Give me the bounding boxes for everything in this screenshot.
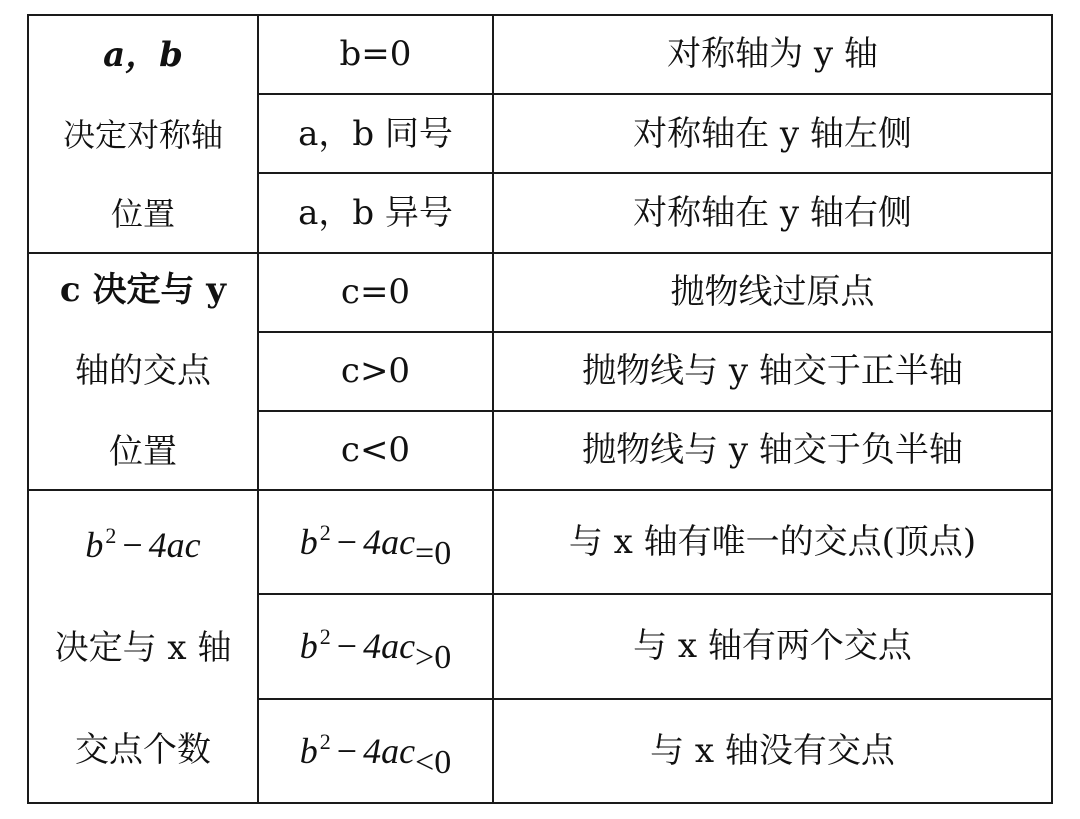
- result-cell: 对称轴为 y 轴: [493, 15, 1052, 94]
- group-label-line: 轴的交点: [75, 351, 211, 392]
- group-label-line: 决定对称轴: [62, 116, 223, 155]
- result-cell: 抛物线与 y 轴交于负半轴: [493, 411, 1052, 490]
- discriminant-condition: $b^2 - 4ac<0$: [299, 728, 452, 781]
- condition-cell: a，b 异号: [258, 173, 493, 252]
- table-row: [28, 15, 1052, 94]
- result-cell: 对称轴在 y 轴右侧: [493, 173, 1052, 252]
- group-label-line: 交点个数: [75, 730, 211, 771]
- result-cell: 与 x 轴有两个交点: [493, 594, 1052, 698]
- group-label: [29, 269, 257, 474]
- discriminant-formula: $b^2 - 4ac$: [85, 522, 201, 565]
- condition-cell: [258, 490, 493, 594]
- group-label-cell: [28, 15, 258, 253]
- condition-cell: b=0: [258, 15, 493, 94]
- condition-cell: c>0: [258, 332, 493, 411]
- group-label: [29, 522, 257, 772]
- quadratic-coefficients-table: [27, 14, 1053, 804]
- table-row: [28, 253, 1052, 332]
- result-cell: 抛物线与 y 轴交于正半轴: [493, 332, 1052, 411]
- result-cell: 与 x 轴有唯一的交点(顶点): [493, 490, 1052, 594]
- discriminant-condition: $b^2 - 4ac>0$: [299, 624, 452, 677]
- table-row: [28, 490, 1052, 594]
- table-container: [27, 14, 1051, 804]
- condition-cell: [258, 699, 493, 803]
- group-label-line: a，b: [103, 34, 183, 75]
- discriminant-condition: $b^2 - 4ac=0$: [299, 520, 452, 572]
- condition-cell: c<0: [258, 411, 493, 490]
- group-label-line: 决定与 x 轴: [54, 628, 232, 669]
- group-label-cell: [28, 253, 258, 491]
- group-label-cell: [28, 490, 258, 803]
- group-label-line: 位置: [109, 432, 177, 473]
- group-label-line: c 决定与 y: [59, 269, 227, 310]
- result-cell: 与 x 轴没有交点: [493, 699, 1052, 803]
- condition-cell: [258, 594, 493, 698]
- condition-cell: c=0: [258, 253, 493, 332]
- group-label: [29, 34, 257, 234]
- condition-cell: a，b 同号: [258, 94, 493, 173]
- result-cell: 抛物线过原点: [493, 253, 1052, 332]
- group-label-line: 位置: [110, 194, 175, 233]
- result-cell: 对称轴在 y 轴左侧: [493, 94, 1052, 173]
